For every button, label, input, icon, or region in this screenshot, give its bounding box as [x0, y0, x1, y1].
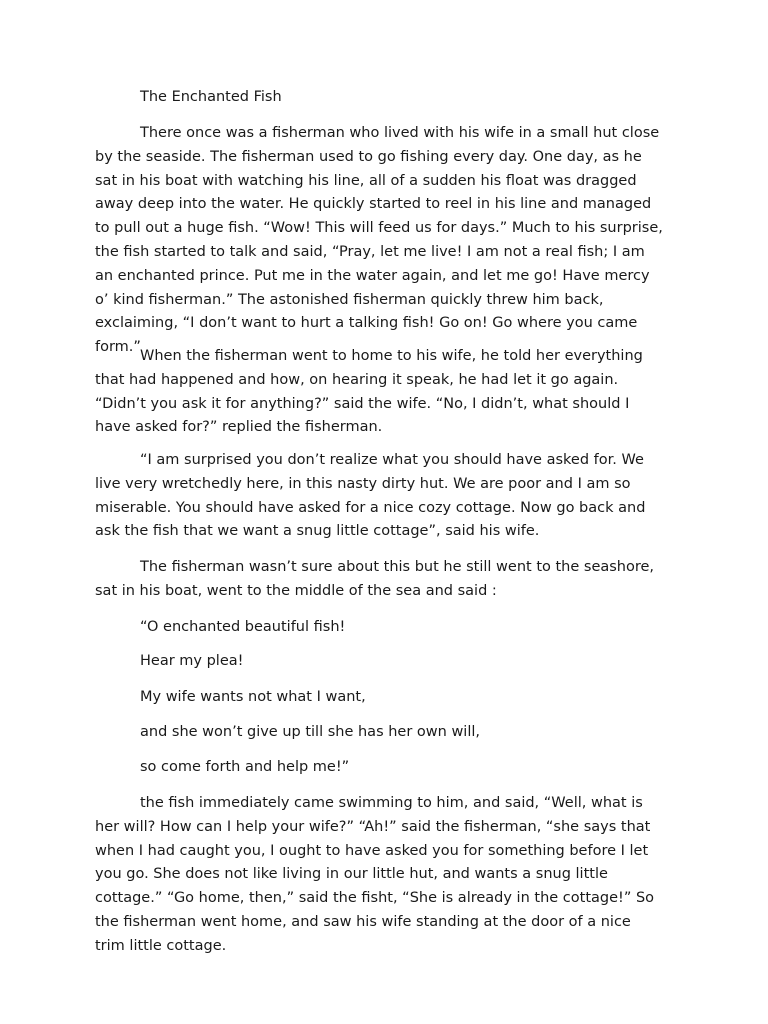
paragraph-2: When the fisherman went to home to his wife, he told her everything that had happened and how, on hearing it speak, he had let it go again. “Didn’t you ask it for anything?” said the wife. “No, I didn’t, what should I have asked for?” replied the fisherman.: [95, 348, 643, 436]
poem-line-3: My wife wants not what I want,: [140, 689, 366, 705]
document-title: The Enchanted Fish: [140, 89, 282, 105]
paragraph-1: There once was a fisherman who lived with his wife in a small hut close by the seaside. The fisherman used to go fishing every day. One day, as he sat in his boat with watching his line, all of a sudden his float was dragged away deep into the water. He quickly started to reel in his line and managed to pull out a huge fish. “Wow! This will feed us for days.” Much to his surprise, the fish started to talk and said, “Pray, let me live! I am not a real fish; I am an enchanted prince. Put me in the water again, and let me go! Have mercy o’ kind fisherman.” The astonished fisherman quickly threw him back, exclaiming, “I don’t want to hurt a talking fish! Go on! Go where you came form.”: [95, 125, 663, 356]
poem-line-1: “O enchanted beautiful fish!: [140, 619, 346, 635]
paragraph-4: The fisherman wasn’t sure about this but he still went to the seashore, sat in his boat, went to the middle of the sea and said :: [95, 559, 655, 599]
poem-line-5: so come forth and help me!”: [140, 759, 350, 775]
poem-line-4: and she won’t give up till she has her own will,: [140, 724, 480, 740]
paragraph-5: the fish immediately came swimming to him, and said, “Well, what is her will? How can I help your wife?” “Ah!” said the fisherman, “she says that when I had caught you, I ought to have asked you for something before I let you go. She does not like living in our little hut, and wants a snug little cottage.” “Go home, then,” said the fisht, “She is already in the cottage!” So the fisherman went home, and saw his wife standing at the door of a nice trim little cottage.: [95, 795, 655, 954]
paragraph-3: “I am surprised you don’t realize what you should have asked for. We live very wretchedly here, in this nasty dirty hut. We are poor and I am so miserable. You should have asked for a nice cozy cottage. Now go back and ask the fish that we want a snug little cottage”, said his wife.: [95, 452, 646, 540]
poem-line-2: Hear my plea!: [140, 653, 244, 669]
